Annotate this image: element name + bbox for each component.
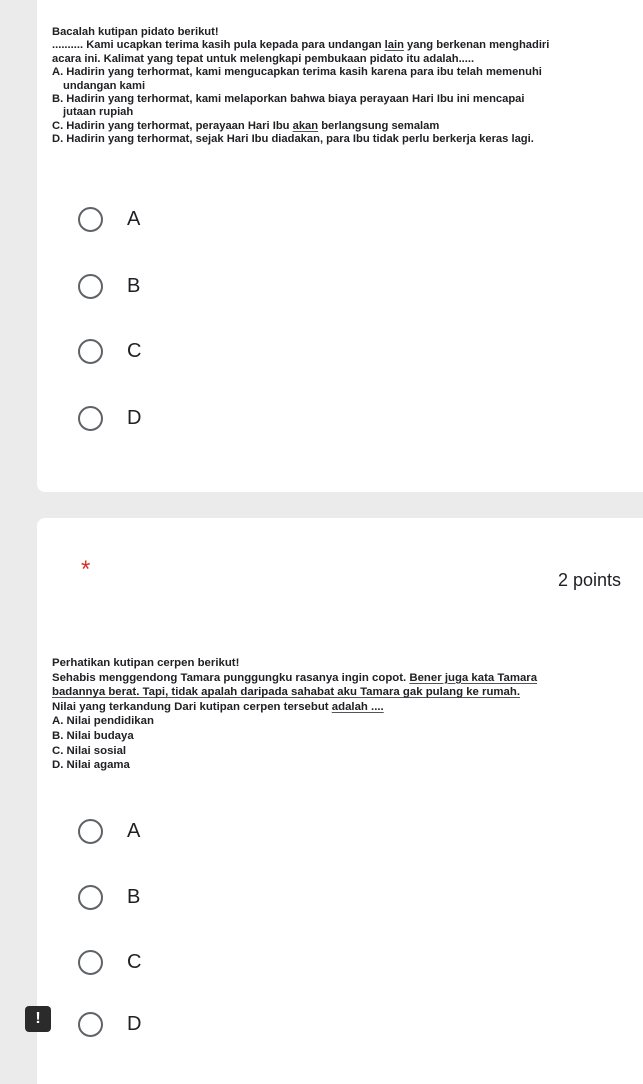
q1-choice-b-cont: jutaan rupiah	[63, 106, 134, 119]
q1-radio-option-b[interactable]	[78, 266, 278, 306]
required-asterisk: *	[81, 556, 91, 583]
q1-radio-option-c[interactable]	[78, 331, 278, 371]
points-label: 2 points	[557, 570, 621, 590]
q2-choice-b: B. Nilai budaya	[52, 729, 134, 742]
q1-line3: acara ini. Kalimat yang tepat untuk melengkapi pembukaan pidato itu adalah.....	[52, 52, 475, 65]
q1-underlined-word: lain	[384, 39, 404, 52]
option-label: D	[127, 1012, 142, 1035]
option-label: B	[127, 885, 141, 908]
option-label: B	[127, 274, 141, 297]
q1-radio-option-a[interactable]	[78, 199, 278, 239]
q1-line2-b: yang berkenan menghadiri	[403, 39, 550, 52]
q2-choice-d: D. Nilai agama	[52, 759, 130, 772]
q2-line1: Perhatikan kutipan cerpen berikut!	[52, 657, 240, 669]
q2-line3: badannya berat. Tapi, tidak apalah daripada sahabat aku Tamara gak pulang ke rumah.	[52, 686, 521, 699]
q2-radio-option-b[interactable]	[78, 877, 278, 917]
question-1-text	[52, 26, 625, 147]
q1-choice-a-cont: undangan kami	[63, 79, 146, 92]
q1-blank: ..........	[52, 39, 84, 52]
q1-choice-a: A. Hadirin yang terhormat, kami mengucapkan terima kasih karena para ibu telah memenuhi	[52, 66, 542, 79]
q1-line2	[52, 39, 625, 52]
option-label: D	[127, 406, 142, 429]
radio-circle-icon[interactable]	[78, 1012, 103, 1037]
q2-line2	[52, 671, 625, 686]
q1-choice-c-b: berlangsung semalam	[318, 119, 440, 132]
question-2-text	[52, 656, 625, 773]
q2-radio-option-d[interactable]	[78, 1004, 278, 1044]
q1-line1: Bacalah kutipan pidato berikut!	[52, 26, 219, 38]
q2-line4	[52, 700, 625, 715]
q1-choice-d: D. Hadirin yang terhormat, sejak Hari Ibu diadakan, para Ibu tidak perlu berkerja keras lagi.	[52, 133, 534, 146]
q1-choice-c-a: C. Hadirin yang terhormat, perayaan Hari Ibu	[52, 119, 293, 132]
option-label: C	[127, 950, 142, 973]
question-card-2	[37, 518, 643, 1084]
q2-choice-c: C. Nilai sosial	[52, 744, 127, 757]
radio-circle-icon[interactable]	[78, 207, 103, 232]
q1-choice-c	[52, 120, 625, 133]
radio-circle-icon[interactable]	[78, 339, 103, 364]
radio-circle-icon[interactable]	[78, 274, 103, 299]
option-label: A	[127, 207, 141, 230]
q1-choice-c-underlined: akan	[292, 119, 319, 132]
q2-line2-underlined: Bener juga kata Tamara	[409, 671, 538, 684]
q2-radio-option-c[interactable]	[78, 942, 278, 982]
q1-radio-option-d[interactable]	[78, 398, 278, 438]
q2-radio-option-a[interactable]	[78, 811, 278, 851]
option-label: A	[127, 819, 141, 842]
warning-icon[interactable]: !	[25, 1006, 51, 1032]
q2-line4-underlined: adalah ....	[331, 700, 384, 713]
option-label: C	[127, 339, 142, 362]
q2-choice-a: A. Nilai pendidikan	[52, 715, 154, 728]
q2-line2-a: Sehabis menggendong Tamara punggungku rasanya ingin copot.	[52, 671, 410, 684]
radio-circle-icon[interactable]	[78, 819, 103, 844]
radio-circle-icon[interactable]	[78, 406, 103, 431]
radio-circle-icon[interactable]	[78, 885, 103, 910]
radio-circle-icon[interactable]	[78, 950, 103, 975]
q2-line4-a: Nilai yang terkandung Dari kutipan cerpen tersebut	[52, 700, 332, 713]
q1-line2-a: Kami ucapkan terima kasih pula kepada para undangan	[83, 39, 385, 52]
q1-choice-b: B. Hadirin yang terhormat, kami melaporkan bahwa biaya perayaan Hari Ibu ini mencapai	[52, 93, 525, 106]
